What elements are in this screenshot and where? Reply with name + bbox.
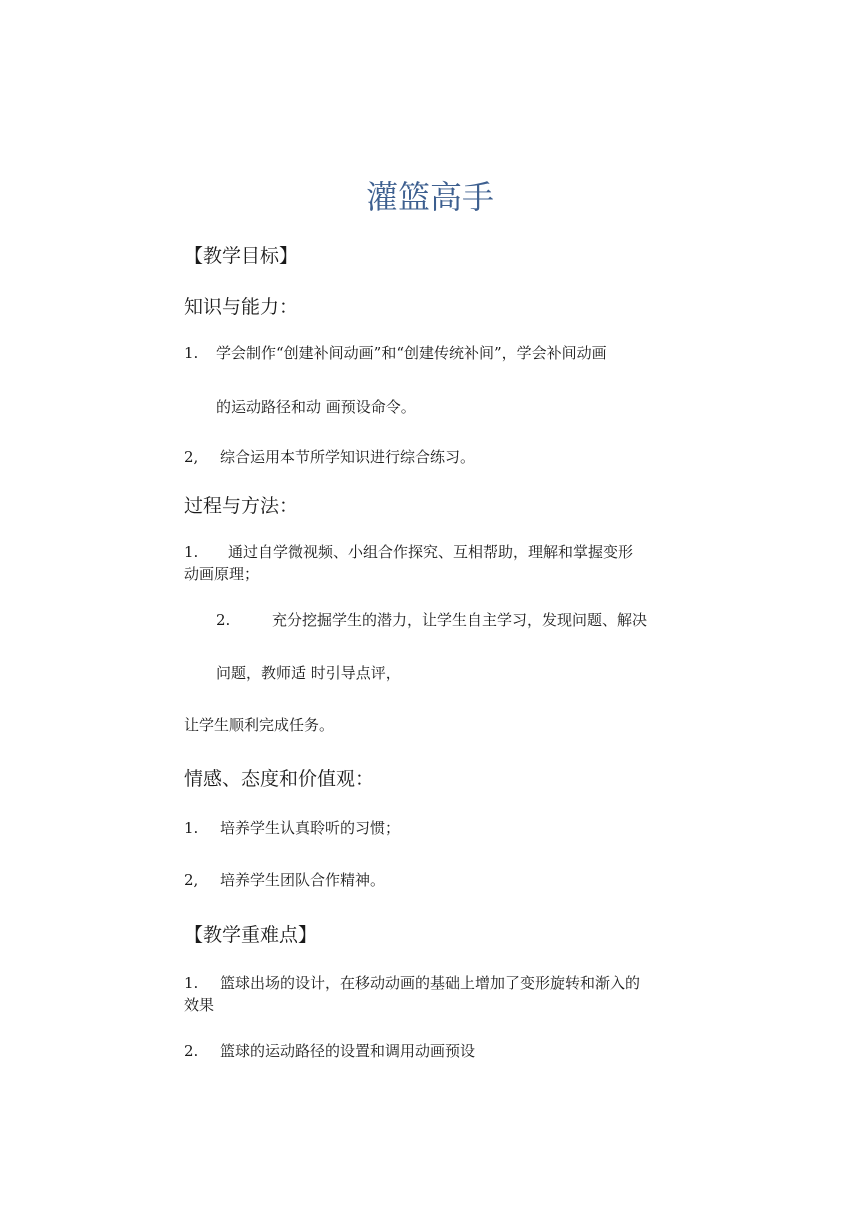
list-number: 1. (184, 543, 199, 561)
list-number: 2, (184, 448, 199, 466)
list-number: 2, (184, 871, 199, 889)
list-text: 篮球出场的设计，在移动动画的基础上增加了变形旋转和渐入的 (220, 974, 641, 992)
list-number: 1. (184, 344, 199, 362)
subheading-emotion: 情感、态度和价值观： (184, 768, 375, 790)
document-title: 灌篮高手 (365, 178, 494, 216)
list-text: 通过自学微视频、小组合作探究、互相帮助，理解和掌握变形 (228, 543, 634, 561)
subheading-process: 过程与方法： (184, 495, 299, 517)
key-point-item-1 (184, 972, 640, 993)
process-item-1-continued: 动画原理； (184, 565, 260, 583)
list-text: 培养学生团队合作精神。 (220, 871, 386, 889)
list-number: 2. (184, 1042, 199, 1060)
process-item-1 (184, 541, 633, 562)
process-item-2-continued: 问题，教师适 时引导点评， (216, 664, 401, 682)
list-text: 篮球的运动路径的设置和调用动画预设 (220, 1042, 476, 1060)
knowledge-item-1 (184, 342, 607, 363)
list-text: 学会制作“创建补间动画”和“创建传统补间”，学会补间动画 (216, 344, 607, 362)
subheading-knowledge: 知识与能力： (184, 296, 299, 318)
section-heading-key-points: 【教学重难点】 (184, 924, 318, 946)
list-text: 充分挖掘学生的潜力，让学生自主学习，发现问题、解决 (272, 611, 648, 629)
knowledge-item-1-continued: 的运动路径和动 画预设命令。 (216, 398, 416, 416)
key-point-item-2 (184, 1040, 475, 1061)
process-item-2-continued-2: 让学生顺利完成任务。 (184, 716, 335, 734)
knowledge-item-2 (184, 446, 475, 467)
list-number: 1. (184, 974, 199, 992)
process-item-2 (216, 609, 647, 630)
emotion-item-1 (184, 817, 400, 838)
list-number: 2. (216, 611, 231, 629)
list-text: 综合运用本节所学知识进行综合练习。 (220, 448, 476, 466)
emotion-item-2 (184, 869, 385, 890)
list-number: 1. (184, 819, 199, 837)
section-heading-objectives: 【教学目标】 (184, 245, 299, 267)
list-text: 培养学生认真聆听的习惯； (220, 819, 401, 837)
key-point-item-1-continued: 效果 (184, 996, 215, 1014)
